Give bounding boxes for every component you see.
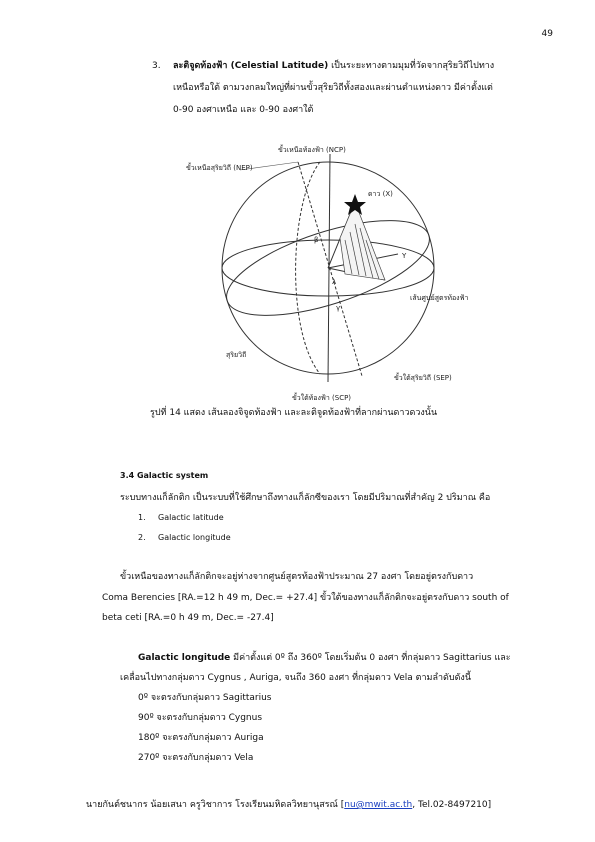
degree-item: 0º จะตรงกับกลุ่มดาว Sagittarius <box>138 693 272 703</box>
meridian-arc <box>296 162 320 374</box>
item-number: 3. <box>152 61 161 71</box>
degree-item: 270º จะตรงกับกลุ่มดาว Vela <box>138 753 254 763</box>
section-heading: 3.4 Galactic system <box>120 471 209 480</box>
nep-label: ขั้วเหนือสุริยวิถี (NEP) <box>186 164 253 172</box>
item3-line1 <box>173 60 494 73</box>
page-number: 49 <box>541 29 553 39</box>
paragraph1-line1: ขั้วเหนือของทางแก็ลักติกจะอยู่ห่างจากศูนย์สูตรท้องฟ้าประมาณ 27 องศา โดยอยู่ตรงกับดาว <box>120 572 474 582</box>
list-item-text: Galactic longitude <box>158 533 231 542</box>
vernal-label: Υ <box>402 252 407 260</box>
gamma-label: γ <box>336 304 341 312</box>
ncp-label: ขั้วเหนือท้องฟ้า (NCP) <box>278 146 346 154</box>
paragraph1-line2: Coma Berencies [RA.=12 h 49 m, Dec.= +27.4] ขั้วใต้ของทางแก็ลักติกจะอยู่ตรงกับดาว south of <box>102 593 509 603</box>
sep-label: ขั้วใต้สุริยวิถี (SEP) <box>394 374 452 382</box>
footer-author: นายกันต์ชนากร น้อยเสนา ครูวิชาการ โรงเรียนมหิดลวิทยานุสรณ์ [ <box>86 800 345 810</box>
scp-label: ขั้วใต้ท้องฟ้า (SCP) <box>292 394 352 402</box>
degree-item: 90º จะตรงกับกลุ่มดาว Cygnus <box>138 713 263 723</box>
item3-term: ละติจูดท้องฟ้า (Celestial Latitude) <box>173 61 329 71</box>
equator-label: เส้นศูนย์สูตรท้องฟ้า <box>410 294 469 302</box>
paragraph2-line1-text: มีค่าตั้งแต่ 0º ถึง 360º โดยเริ่มต้น 0 องศา ที่กลุ่มดาว Sagittarius และ <box>230 653 511 663</box>
lambda-label: λ <box>332 278 337 286</box>
list-item-num: 1. <box>138 513 146 522</box>
list-item-text: Galactic latitude <box>158 513 224 522</box>
paragraph2-term: Galactic longitude <box>138 653 231 663</box>
footer-email-link[interactable]: nu@mwit.ac.th <box>344 800 413 810</box>
star-label: ดาว (X) <box>368 190 393 198</box>
celestial-sphere-figure <box>180 140 480 405</box>
ecliptic-label: สุริยวิถี <box>226 351 247 359</box>
footer <box>86 799 491 812</box>
list-item-num: 2. <box>138 533 146 542</box>
footer-phone: , Tel.02-8497210] <box>412 800 492 810</box>
paragraph2-line1 <box>138 652 511 665</box>
paragraph2-line2: เคลื่อนไปทางกลุ่มดาว Cygnus , Auriga, จนถึง 360 องศา ที่กลุ่มดาว Vela ตามลำดับดังนี้ <box>120 673 471 683</box>
item3-line1-text: เป็นระยะทางตามมุมที่วัดจากสุริยวิถีไปทาง <box>328 61 495 71</box>
item3-line2: เหนือหรือใต้ ตามวงกลมใหญ่ที่ผ่านขั้วสุริยวิถีทั้งสองและผ่านตำแหน่งดาว มีค่าตั้งแต่ <box>173 83 493 93</box>
latitude-wedge <box>340 202 385 280</box>
paragraph1-line3: beta ceti [RA.=0 h 49 m, Dec.= -27.4] <box>102 613 274 623</box>
figure-caption: รูปที่ 14 แสดง เส้นลองจิจูดท้องฟ้า และละติจูดท้องฟ้าที่ลากผ่านดาวดวงนั้น <box>150 408 438 418</box>
degree-item: 180º จะตรงกับกลุ่มดาว Auriga <box>138 733 264 743</box>
item3-line3: 0-90 องศาเหนือ และ 0-90 องศาใต้ <box>173 105 314 115</box>
section-intro: ระบบทางแก็ลักติก เป็นระบบที่ใช้ศึกษาถึงทางแก็ลักซีของเรา โดยมีปริมาณที่สำคัญ 2 ปริมาณ คือ <box>120 493 491 503</box>
beta-label: β <box>314 236 319 244</box>
